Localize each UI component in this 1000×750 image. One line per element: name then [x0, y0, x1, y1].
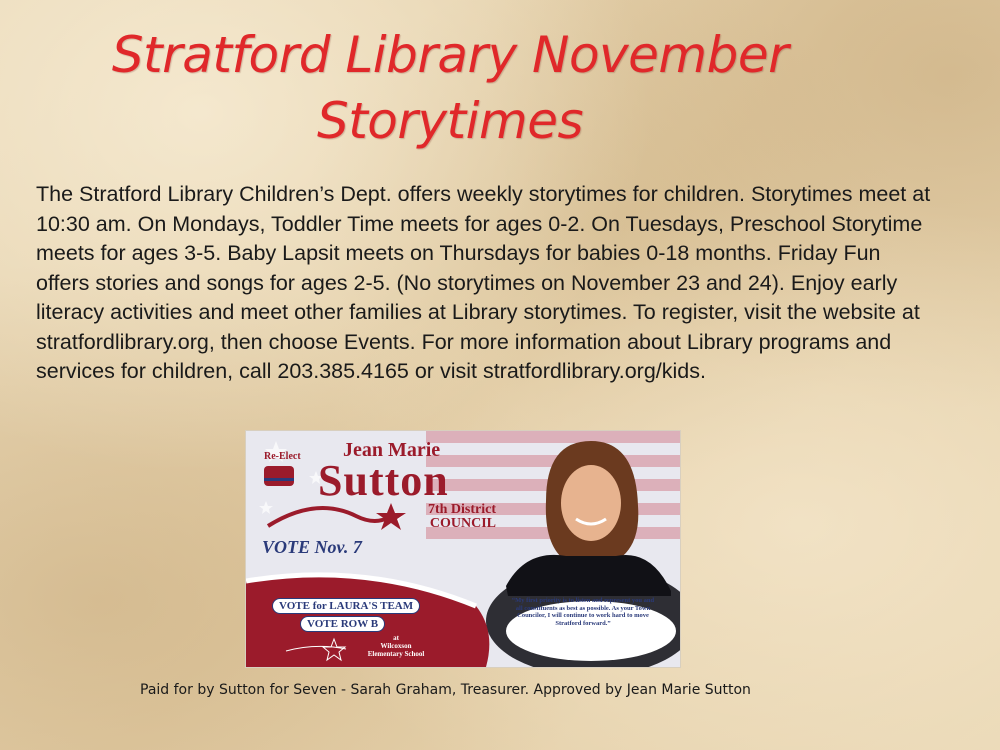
title-line-1: Stratford Library November: [111, 26, 789, 84]
polling-location: [366, 634, 426, 658]
candidate-first-name: Jean Marie: [343, 439, 441, 461]
location-label: Wilcoxson Elementary School: [367, 642, 425, 658]
candidate-quote: “My first priority is to listen and represent you and all constituents as best as possible. As your Town Councilor, I will continue to work hard to move Stratford forward.”: [511, 597, 655, 627]
campaign-ad: [245, 430, 681, 668]
district-label: [414, 503, 496, 531]
page-title: [0, 22, 900, 154]
row-pill: VOTE ROW B: [300, 616, 385, 632]
candidate-last-name: Sutton: [318, 456, 449, 505]
district-line-1: 7th District: [427, 502, 496, 517]
disclaimer: Paid for by Sutton for Seven - Sarah Graham, Treasurer. Approved by Jean Marie Sutton: [140, 682, 751, 698]
district-line-2: COUNCIL: [429, 516, 496, 531]
team-pill: VOTE for LAURA'S TEAM: [272, 598, 420, 614]
storytime-description: The Stratford Library Children’s Dept. offers weekly storytimes for children. Storytimes meet at 10:30 am. On Mondays, Toddler Time meets for ages 0-2. On Tuesdays, Preschool Storytime meets for ages 3-5. Baby Lapsit meets on Thursdays for babies 0-18 months. Friday Fun offers stories and songs for ages 2-5. (No storytimes on November 23 and 24). Enjoy early literacy activities and meet other families at Library storytimes. To register, visit the website at stratfordlibrary.org, then choose Events. For more information about Library programs and services for children, call 203.385.4165 or visit stratfordlibrary.org/kids.: [36, 182, 931, 383]
re-elect-label: Re-Elect: [264, 451, 301, 462]
at-label: at: [393, 634, 399, 642]
title-line-2: Storytimes: [316, 92, 584, 150]
vote-date: VOTE Nov. 7: [262, 537, 362, 557]
